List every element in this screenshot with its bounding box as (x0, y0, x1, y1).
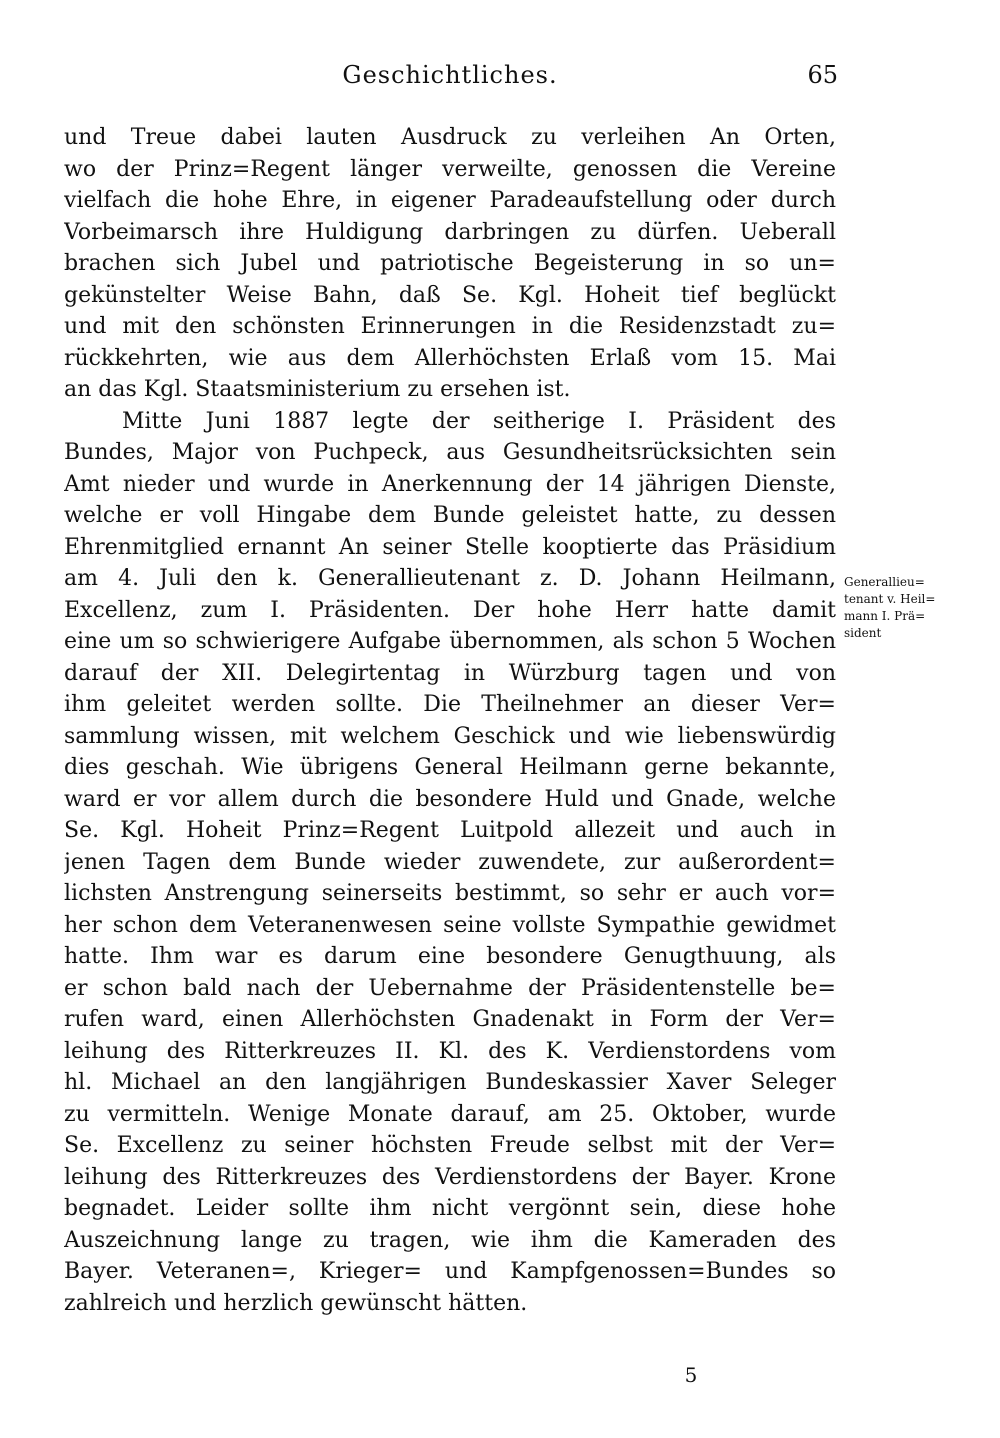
text-line: leihung des Ritterkreuzes II. Kl. des K. Verdienstordens vom (64, 1038, 836, 1064)
body-text (64, 122, 836, 1319)
text-line: wo der Prinz=Regent länger verweilte, genossen die Vereine (64, 156, 836, 182)
text-line: hl. Michael an den langjährigen Bundeskassier Xaver Seleger (64, 1070, 836, 1095)
text-line: ward er vor allem durch die besondere Huld und Gnade, welche (64, 786, 836, 812)
text-line: darauf der XII. Delegirtentag in Würzburg tagen und von (64, 660, 836, 686)
text-line: und mit den schönsten Erinnerungen in die Residenzstadt zu= (64, 314, 836, 339)
text-line: hatte. Ihm war es darum eine besondere Genugthuung, als (64, 944, 836, 969)
text-line: dies geschah. Wie übrigens General Heilmann gerne bekannte, (64, 755, 836, 780)
running-head (64, 58, 836, 92)
text-line: eine um so schwierigere Aufgabe übernommen, als schon 5 Wochen (64, 629, 836, 654)
text-line: Bayer. Veteranen=, Krieger= und Kampfgenossen=Bundes so (64, 1259, 836, 1284)
text-line: an das Kgl. Staatsministerium zu ersehen ist. (64, 377, 571, 402)
text-line: Amt nieder und wurde in Anerkennung der 14 jährigen Dienste, (64, 471, 836, 497)
text-line: her schon dem Veteranenwesen seine vollste Sympathie gewidmet (64, 912, 836, 938)
margin-note (844, 574, 964, 642)
text-line: zahlreich und herzlich gewünscht hätten. (64, 1290, 528, 1316)
text-line: Se. Excellenz zu seiner höchsten Freude selbst mit der Ver= (64, 1133, 836, 1158)
text-line: rufen ward, einen Allerhöchsten Gnadenakt in Form der Ver= (64, 1007, 836, 1032)
margin-note-line: mann I. Prä= (844, 609, 926, 623)
text-line: Se. Kgl. Hoheit Prinz=Regent Luitpold allezeit und auch in (64, 818, 836, 843)
text-line: Bundes, Major von Puchpeck, aus Gesundheitsrücksichten sein (64, 440, 836, 465)
text-line: jenen Tagen dem Bunde wieder zuwendete, zur außerordent= (64, 849, 836, 875)
text-line: ihm geleitet werden sollte. Die Theilnehmer an dieser Ver= (64, 692, 836, 717)
text-line: brachen sich Jubel und patriotische Begeisterung in so un= (64, 251, 836, 276)
text-line: rückkehrten, wie aus dem Allerhöchsten Erlaß vom 15. Mai (64, 345, 836, 371)
text-line: Auszeichnung lange zu tragen, wie ihm die Kameraden des (64, 1227, 836, 1253)
text-line: zu vermitteln. Wenige Monate darauf, am 25. Oktober, wurde (64, 1101, 836, 1127)
text-line: vielfach die hohe Ehre, in eigener Paradeaufstellung oder durch (64, 188, 836, 213)
text-line: Excellenz, zum I. Präsidenten. Der hohe Herr hatte damit (64, 597, 836, 623)
margin-note-line: tenant v. Heil= (844, 592, 936, 606)
text-line: und Treue dabei lauten Ausdruck zu verleihen An Orten, (64, 125, 836, 150)
text-line: begnadet. Leider sollte ihm nicht vergönnt sein, diese hohe (64, 1196, 836, 1221)
margin-note-line: sident (844, 626, 882, 640)
text-line: welche er voll Hingabe dem Bunde geleistet hatte, zu dessen (64, 503, 836, 528)
text-line: Ehrenmitglied ernannt An seiner Stelle kooptierte das Präsidium (64, 534, 836, 560)
text-line: gekünstelter Weise Bahn, daß Se. Kgl. Hoheit tief beglückt (64, 282, 836, 308)
signature-mark: 5 (684, 1363, 698, 1387)
running-title: Geschichtliches. (342, 61, 558, 89)
text-line: am 4. Juli den k. Generallieutenant z. D. Johann Heilmann, (64, 566, 836, 591)
text-line: er schon bald nach der Uebernahme der Präsidentenstelle be= (64, 975, 836, 1001)
text-line: Vorbeimarsch ihre Huldigung darbringen zu dürfen. Ueberall (64, 219, 836, 245)
margin-note-line: Generallieu= (844, 575, 925, 589)
text-line: sammlung wissen, mit welchem Geschick und wie liebenswürdig (64, 723, 836, 749)
page-number: 65 (807, 61, 838, 89)
text-line: leihung des Ritterkreuzes des Verdienstordens der Bayer. Krone (64, 1164, 836, 1190)
text-line: lichsten Anstrengung seinerseits bestimmt, so sehr er auch vor= (64, 881, 836, 906)
text-line: Mitte Juni 1887 legte der seitherige I. Präsident des (122, 408, 836, 434)
